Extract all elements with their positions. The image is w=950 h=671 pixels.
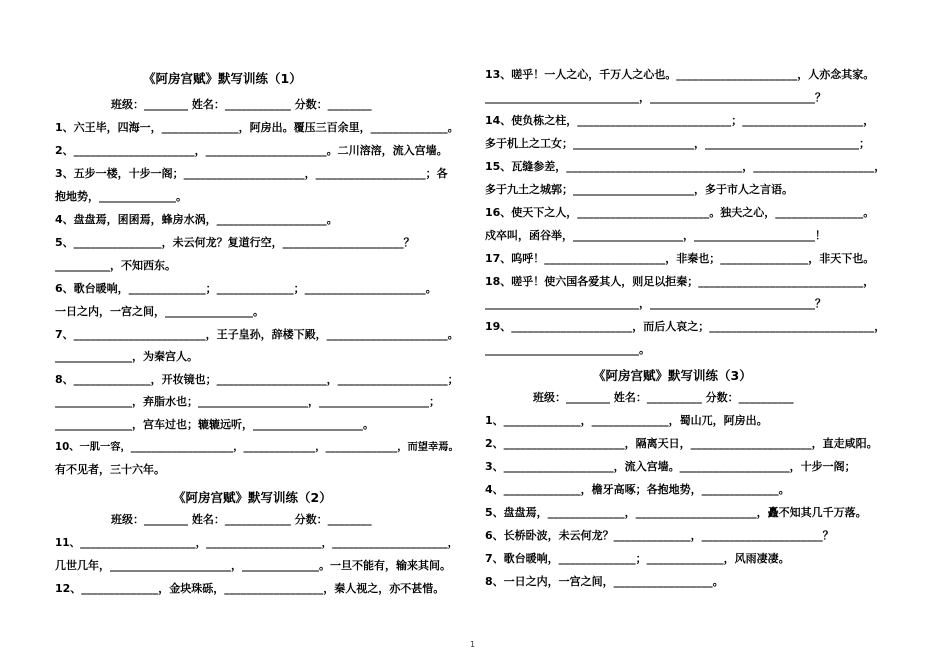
sheet2-line: ____________________________。: [485, 343, 650, 356]
sheet2-line: 15、瓦缝参差，________________________________，______________________，: [485, 160, 886, 173]
sheet1-line: __________，不知西东。: [55, 259, 176, 272]
sheet2-line: ____________________________，______________________________？: [485, 297, 826, 310]
sheet1-line: 4、盘盘焉，囷囷焉，蜂房水涡，____________________。: [55, 213, 338, 226]
sheet1-line: 一日之内，一宫之间，________________。: [55, 305, 264, 318]
sheet3-title: 《阿房宫赋》默写训练（3）: [593, 368, 752, 383]
sheet2-line: 17、呜呼！______________________，非秦也；________________，非天下也。: [485, 252, 875, 265]
sheet2-line: 16、使天下之人，________________________。独夫之心，________________。: [485, 206, 875, 219]
sheet1-line: 3、五步一楼，十步一阁；______________________，____________________；各: [55, 167, 448, 180]
sheet1-line: ______________，弃脂水也；____________________，____________________；: [55, 395, 440, 408]
sheet3-line: 6、长桥卧波，未云何龙？______________，______________________？: [485, 529, 834, 542]
sheet2-line: 几世几年，______________________，______________。一旦不能有，输来其间。: [55, 559, 451, 572]
sheet2-line: 18、嗟乎！使六国各爱其人，则足以拒秦；______________________________，: [485, 275, 875, 288]
sheet2-line: ____________________________，______________________________？: [485, 91, 826, 104]
sheet1-info: 班级：________ 姓名：____________ 分数：________: [111, 98, 372, 111]
sheet2-line: 13、嗟乎！一人之心，千万人之心也。______________________，人亦念其家。: [485, 68, 875, 81]
sheet1-line: 2、______________________，______________________。二川溶溶，流入宫墙。: [55, 144, 448, 157]
sheet1-line: 抱地势，______________。: [55, 190, 187, 203]
sheet1-line: ______________，为秦宫人。: [55, 350, 198, 363]
sheet3-line: 4、______________，檐牙高啄；各抱地势，______________。: [485, 483, 790, 496]
sheet3-line: 7、歌台暖响，______________；______________，风雨凄凄。: [485, 552, 790, 565]
sheet1-line: 1、六王毕，四海一，______________，阿房出。覆压三百余里，______________。: [55, 121, 459, 134]
sheet3-line: 8、一日之内，一宫之间，__________________。: [485, 575, 724, 588]
sheet2-line: 多于九土之城郭；______________________，多于市人之言语。: [485, 183, 793, 196]
page-number: 1: [470, 640, 476, 649]
sheet1-line: 有不见者，三十六年。: [55, 463, 165, 476]
sheet2-line: 12、______________，金块珠砾，__________________，秦人视之，亦不甚惜。: [55, 582, 445, 595]
sheet2-line: 多于机上之工女；______________________，____________________________；: [485, 137, 870, 150]
sheet1-line: 6、歌台暖响，______________；______________；______________________。: [55, 282, 437, 295]
sheet1-title: 《阿房宫赋》默写训练（1）: [143, 71, 302, 86]
sheet1-line: 7、________________________，王子皇孙，辞楼下殿，______________________。: [55, 328, 459, 341]
sheet2-line: 11、______________________，______________________，______________________，: [55, 537, 459, 549]
sheet2-line: 戍卒叫，函谷举，____________________，______________________！: [485, 229, 826, 242]
sheet3-line: 2、______________________，隔离天日，______________________，直走咸阳。: [485, 437, 878, 450]
sheet2-info: 班级：________ 姓名：____________ 分数：________: [111, 513, 372, 526]
sheet1-line: 8、______________，开妆镜也；____________________，____________________；: [55, 373, 459, 386]
sheet3-line: 5、盘盘焉，______________，______________________，矗不知其几千万落。: [485, 506, 867, 519]
sheet3-info: 班级：________ 姓名：__________ 分数：__________: [533, 391, 794, 404]
sheet1-line: 10、一肌一容，____________________，______________，______________，而望幸焉。: [55, 441, 459, 453]
sheet3-line: 3、____________________，流入宫墙。____________________，十步一阁；: [485, 460, 856, 473]
sheet2-line: 14、使负栋之柱，____________________________；______________________，: [485, 114, 875, 127]
sheet3-line: 1、______________，______________，蜀山兀，阿房出。: [485, 414, 768, 427]
sheet2-line: 19、______________________，而后人哀之；______________________________，: [485, 320, 886, 333]
sheet1-line: 5、________________，未云何龙？复道行空，______________________？: [55, 236, 415, 249]
sheet2-title: 《阿房宫赋》默写训练（2）: [173, 490, 332, 505]
sheet1-line: ______________，宫车过也；辘辘远听，____________________。: [55, 418, 374, 431]
